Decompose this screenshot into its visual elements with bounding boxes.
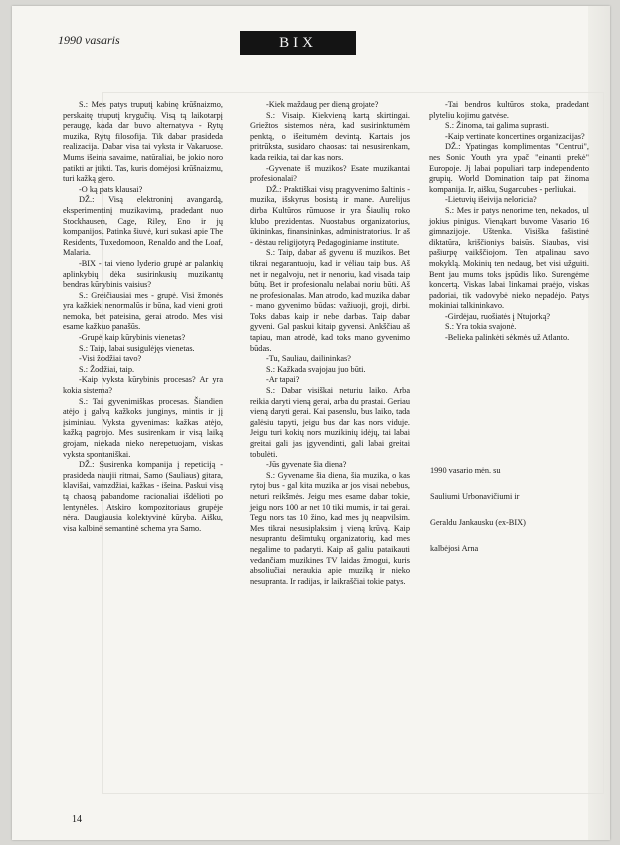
signature-line-2: Sauliumi Urbonavičiumi ir xyxy=(430,492,520,501)
section-title-bar: BIX xyxy=(240,31,356,55)
paragraph: -Jūs gyvenate šia diena? xyxy=(266,460,347,470)
paragraph: S.: Kažkada svajojau juo būti. xyxy=(266,364,366,374)
paragraph: -Lietuvių išeivija neloricia? xyxy=(445,195,537,205)
text-column-3 xyxy=(429,100,589,344)
paragraph: S.: Visaip. Kiekvieną kartą skirtingai. Griežtos sistemos nėra, kad susirinktumėm penktą, o išeitumėm devintą. Kartais jos pritrūksta, susidaro chaosas: tai nesusirenkam, kada reikia, tai dar kas nors. xyxy=(250,110,410,162)
signature-line-4: kalbėjosi Arna xyxy=(430,544,479,553)
paragraph: DŽ.: Susirenka kompanija į repeticiją - prasideda naujii ritmai, Samo (Sauliaus) gitara, klavišai, vamzdžiai, kažkas - išeina. Paskui visą tą chaosą pabandome racionaliai išdėlioti po lentynėles. Atskiro kompozitoriaus grupėje nėra. Daugiausia kolektyvinė kūryba. Aišku, visa kalbinė semantinė schema yra Samo. xyxy=(63,460,223,533)
paragraph: -BIX - tai vieno lyderio grupė ar palankių aplinkybių dėka susirinkusių muzikantų bendras kūrybinis vaisius? xyxy=(63,258,223,290)
text-column-2 xyxy=(250,100,410,587)
text-column-1 xyxy=(63,100,223,534)
paragraph: S.: Taip, labai susigulėjęs vienetas. xyxy=(79,343,195,353)
paragraph: S.: Mes patys truputį kabinę krūšnaizmo, perskaitę truputį krygučių. Visą tą laikotarpį peraugę, kada dar buvo alternatyva - Rytų muzika, Rytų filosofija. Tik dabar prasideda realizacija. Dabar visa tai vyksta ir Vakaruose. Mums išeina savaime, natūraliai, be jokio noro patikti ar įtikti. Tas, kuris domėjosi krūšnaizmu, turi kažką gero. xyxy=(63,100,223,184)
paragraph: -Tu, Sauliau, dailininkas? xyxy=(266,354,351,364)
paragraph: S.: Greičiausiai mes - grupė. Visi žmonės yra kažkiek nenormalūs ir būna, kad vieni groti nemoka, bet pateisina, gerai atrodo. Mes visi esame kažkuo panašūs. xyxy=(63,290,223,332)
page-number: 14 xyxy=(72,814,82,825)
paragraph: S.: Mes ir patys nenorime ten, nekados, ul jokius pinigus. Vienąkart buvome Vasario 16 gimnazijoje. Uštenka. Visiška fašistinė diktatūra, kriščioniys baisūs. Siaubas, visi pašiurpę vaikščiojom. Ten atpalinau savo mokyklą. Mokinių ten nedaug, bet visi užguiti. Bent jau mums toks įspūdis liko. Surengėme koncertą. Viskas labai linkamai praėjo, viskas padoriai, tik vadovybė nieko nepadėjo. Patys mokiniai talkininkavo. xyxy=(429,205,589,311)
paragraph: DŽ.: Ypatingas komplimentas "Centrui", nes Sonic Youth yra ypač "einanti prekė" Europoje. Jį labai populiari tarp independento grupių. World Domination taip pat žinoma kompanija. Ir, aišku, Sugarcubes - perliukai. xyxy=(429,142,589,194)
paragraph: S.: Yra tokia svajonė. xyxy=(445,322,517,332)
paragraph: S.: Žodžiai, taip. xyxy=(79,364,135,374)
paragraph: -Girdėjau, ruošiatės į Ntujorką? xyxy=(445,311,551,321)
signature-line-3: Geraldu Jankausku (ex-BIX) xyxy=(430,518,526,527)
paragraph: DŽ.: Visą elektroninį avangardą, eksperimentinį muzikavimą, pradedant nuo Stockhausen, Cage, Riley, Eno ir jų kompanijos. Patinka šiuvė, kuri sukasi apie The Residents, Tuxedomoon, Renaldo and the Loaf, Malaria. xyxy=(63,195,223,258)
paragraph: S.: Dabar visiškai neturiu laiko. Arba reikia daryti vieną gerai, arba du prastai. Geriau vieną daryti gerai. Kai pasenslu, bus laiko, tada galėsiu tapyti, jeigu bus dar kas nors viduje. Jeigu turi kokių nors muzikinių idėjų, tai labai greitai gali jas įgyvendinti, gali labai greitai tobulėti. xyxy=(250,386,410,459)
paragraph: -Tai bendros kultūros stoka, pradedant plyteliu kojimu gatvėse. xyxy=(429,100,589,120)
paragraph: -Grupė kaip kūrybinis vienetas? xyxy=(79,333,186,343)
signature-line-1: 1990 vasario mėn. su xyxy=(430,466,501,475)
paragraph: -Ar tapai? xyxy=(266,375,300,385)
paragraph: -Kaip vertinate koncertines organizacijas? xyxy=(445,131,585,141)
paragraph: -Kiek maždaug per dieną grojate? xyxy=(266,100,379,109)
paragraph: -Gyvenate iš muzikos? Esate muzikantai profesionalai? xyxy=(250,163,410,184)
issue-date: 1990 vasaris xyxy=(58,33,120,47)
paragraph: S.: Žinoma, tai galima suprasti. xyxy=(445,121,549,131)
paragraph: -Visi žodžiai tavo? xyxy=(79,354,142,364)
paragraph: -Kaip vyksta kūrybinis procesas? Ar yra kokia sistema? xyxy=(63,375,223,396)
paragraph: S.: Tai gyvenimiškas procesas. Šiandien atėjo į galvą kažkoks junginys, mintis ir jį įsiminiau. Vyksta gyvenimas: kažkas atėjo, kažką pagrojo. Mes susirenkam ir visą laiką grojam, niekada nieko nerepetuojam, viskas vyksta spontaniškai. xyxy=(63,396,223,459)
magazine-page xyxy=(12,6,610,840)
paragraph: S.: Taip, dabar aš gyvenu iš muzikos. Bet tikrai negarantuoju, kad ir vėliau taip bus. Aš net ir negalvoju, net ir nenoriu, kad visada taip būtų. Bet ir profesionalu nelabai noriu būti. Aš ne profesionalas. Man atrodo, kad muzika dabar - mano gyvenimo būdas: važiuoji, groji, dirbi. Toks dabas kaip ir nebe darbas. Taip dabar gyveni. Gal paskui kitaip gyvensi. Ankščiau aš tapiau, man atrodė, kad toks mano gyvenimo būdas. xyxy=(250,248,410,353)
paragraph: -Belieka palinkėti sėkmės už Atlanto. xyxy=(445,333,570,343)
paragraph: DŽ.: Praktiškai visų pragyvenimo šaltinis - muzika, išskyrus bosistą ir mane. Aurelijus dirba Kultūros rūmuose ir yra Šiaulių roko klubo prezidentas. Nuostabus organizatorius, ūkininkas, finansininkas, administratorius. Ir aš - dėstau religijotyrą Pedagoginiame institute. xyxy=(250,184,410,247)
paragraph: S.: Gyvename šia diena, šia muzika, o kas rytoj bus - gal kita muzika ar jos visai nebebus, neturi reikšmės. Jeigu mes esame dabar tokie, jeigu nors 100 ar net 10 tiki mumis, ir tai gerai. Tegu nors tas 10 žino, kad mes jų neapvilsim. Mes tikrai nesusiplaksim į vieną krūvą. Kaip nesuprantu dešimtukų organizatorių, kad mes negalime to padaryti. Kaip aš galiu pataikauti vedančiam muzikines TV laidas žmogui, kuris absoliučiai neraukia apie muziką ir nieko nesupranta. Ir radijas, ir laikraščiai tokie patys. xyxy=(250,470,410,586)
paragraph: -O ką pats klausai? xyxy=(79,184,143,194)
